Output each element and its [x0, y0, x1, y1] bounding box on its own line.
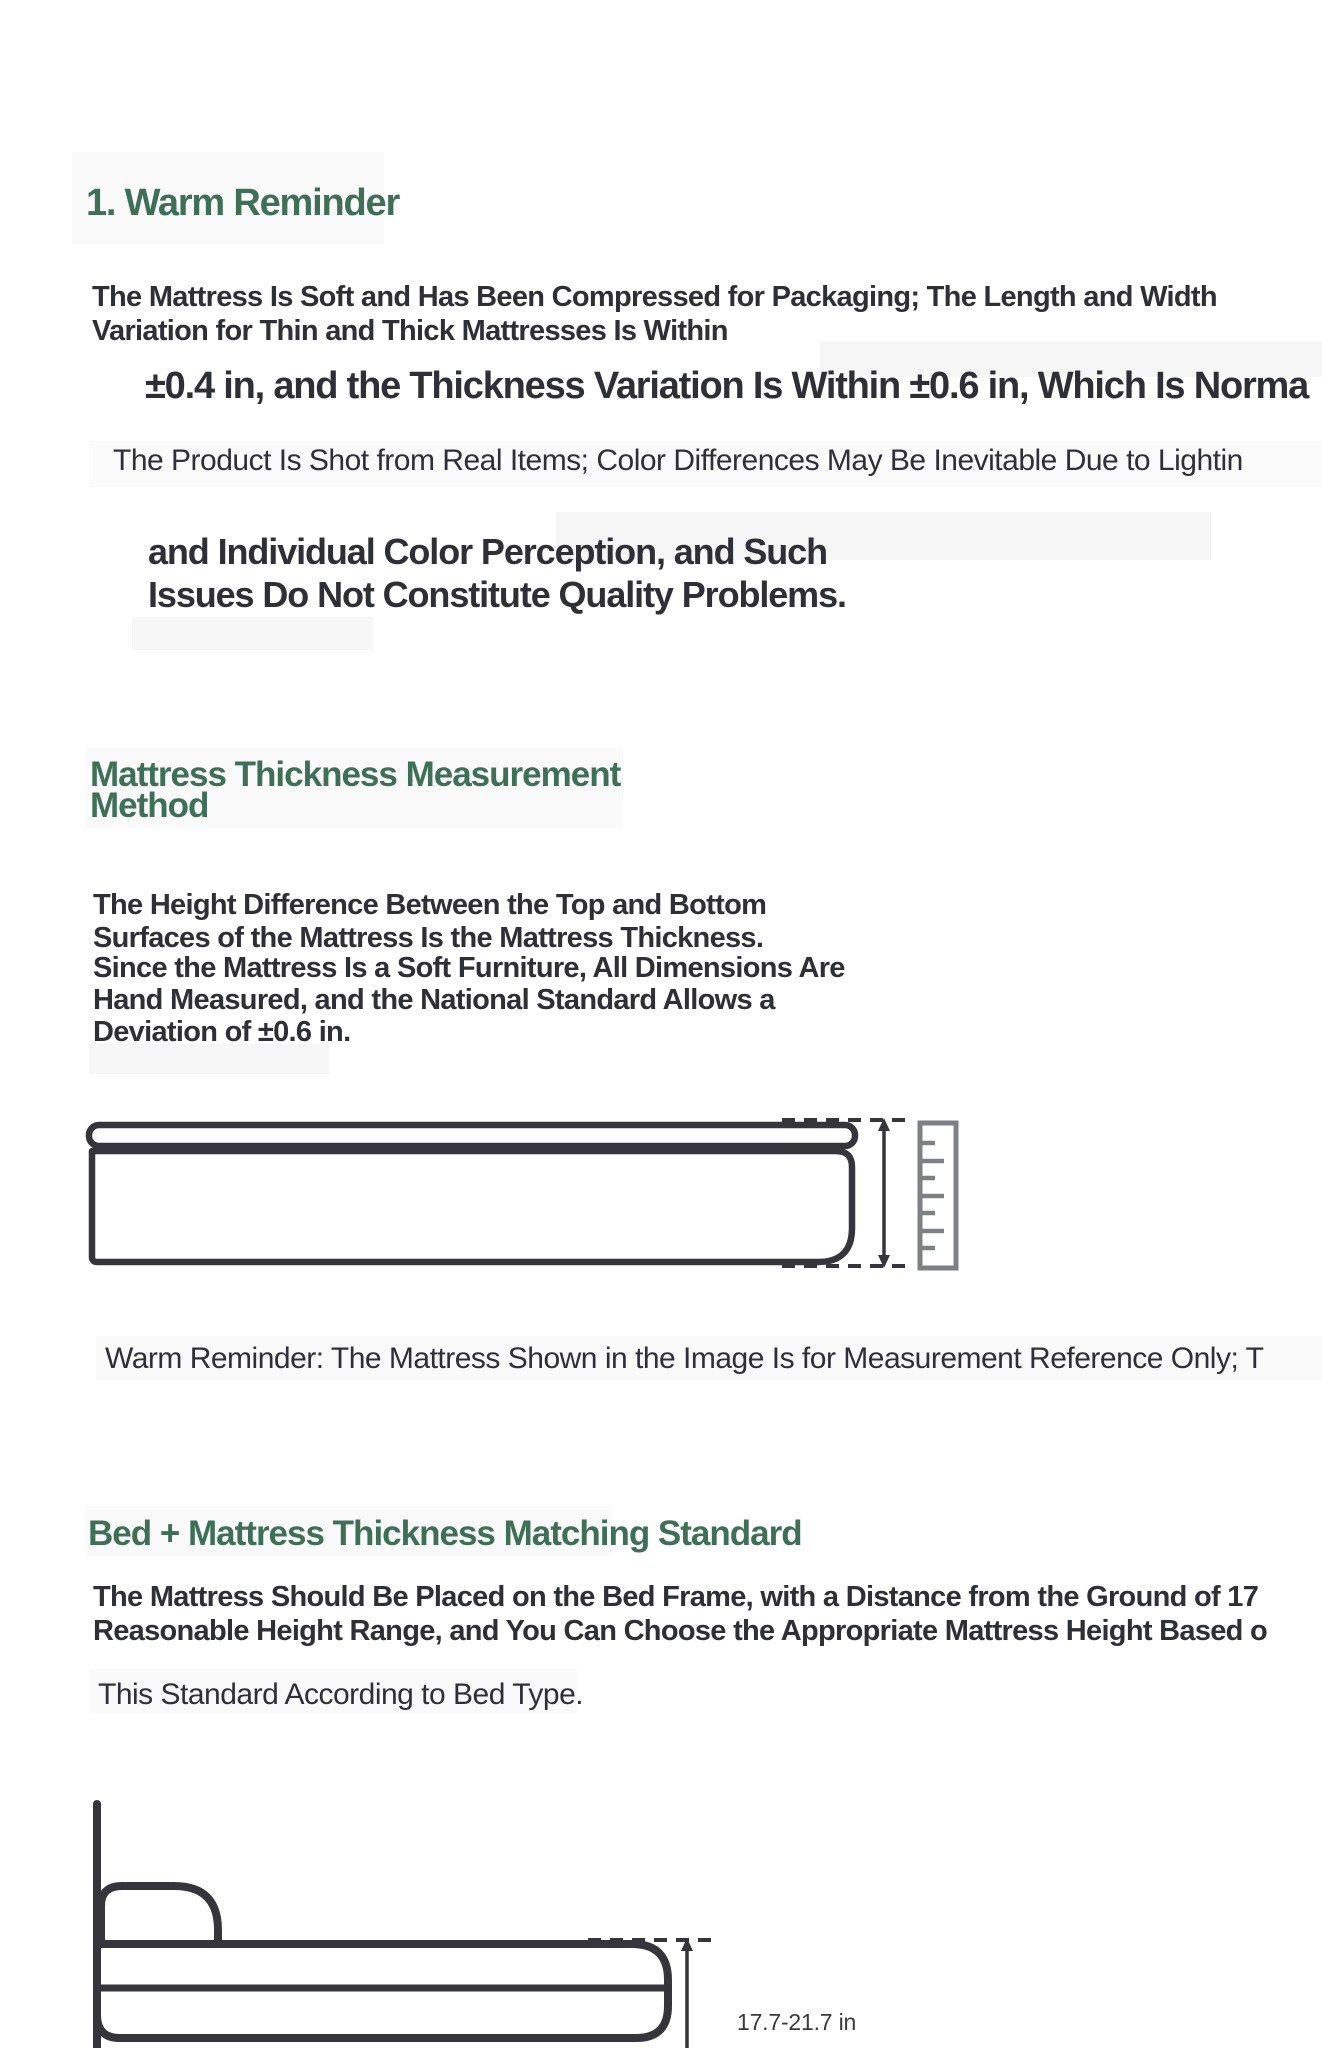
ruler-icon [920, 1123, 956, 1268]
mattress-body [92, 1151, 852, 1262]
paragraph-line: Issues Do Not Constitute Quality Problems. [148, 574, 846, 615]
overlay-box [132, 617, 373, 650]
paragraph-line: Since the Mattress Is a Soft Furniture, All Dimensions Are [93, 952, 845, 984]
paragraph-line: The Height Difference Between the Top and Bottom [93, 889, 767, 921]
paragraph-line: Variation for Thin and Thick Mattresses Is Within [92, 315, 728, 347]
paragraph-line: Reasonable Height Range, and You Can Choose the Appropriate Mattress Height Based o [93, 1615, 1268, 1647]
mattress-top-layer [89, 1125, 855, 1146]
paragraph-line: and Individual Color Perception, and Such [148, 531, 827, 572]
bed-type-note: This Standard According to Bed Type. [98, 1678, 584, 1711]
bed-side-view [97, 1804, 668, 2048]
mattress-side-view [89, 1125, 855, 1262]
paragraph-line: Hand Measured, and the National Standard Allows a [93, 984, 775, 1016]
measure-arrow [681, 1938, 693, 2048]
section-heading-warm-reminder: 1. Warm Reminder [86, 182, 400, 224]
tolerance-statement: ±0.4 in, and the Thickness Variation Is Within ±0.6 in, Which Is Norma [145, 365, 1309, 407]
paragraph-line: The Mattress Is Soft and Has Been Compressed for Packaging; The Length and Width [92, 281, 1217, 313]
product-shot-note: The Product Is Shot from Real Items; Color Differences May Be Inevitable Due to Lightin [113, 444, 1243, 477]
paragraph-line: The Mattress Should Be Placed on the Bed Frame, with a Distance from the Ground of 17 [93, 1581, 1259, 1613]
section-heading-measurement: Mattress Thickness Measurement [90, 755, 621, 794]
paragraph-line: Deviation of ±0.6 in. [93, 1016, 351, 1048]
measure-arrow [878, 1118, 890, 1268]
section-heading-measurement-line2: Method [90, 786, 209, 825]
mattress-thickness-diagram [75, 1105, 980, 1280]
pillow [101, 1886, 218, 1946]
section-heading-matching-standard: Bed + Mattress Thickness Matching Standard [88, 1514, 802, 1553]
bed-frame-height-diagram [88, 1795, 808, 2048]
bed-height-label: 17.7-21.7 in [737, 2009, 857, 2035]
overlay-box [89, 1044, 329, 1074]
measurement-reference-note: Warm Reminder: The Mattress Shown in the Image Is for Measurement Reference Only; T [105, 1342, 1264, 1375]
paragraph-line: Surfaces of the Mattress Is the Mattress Thickness. [93, 922, 764, 954]
